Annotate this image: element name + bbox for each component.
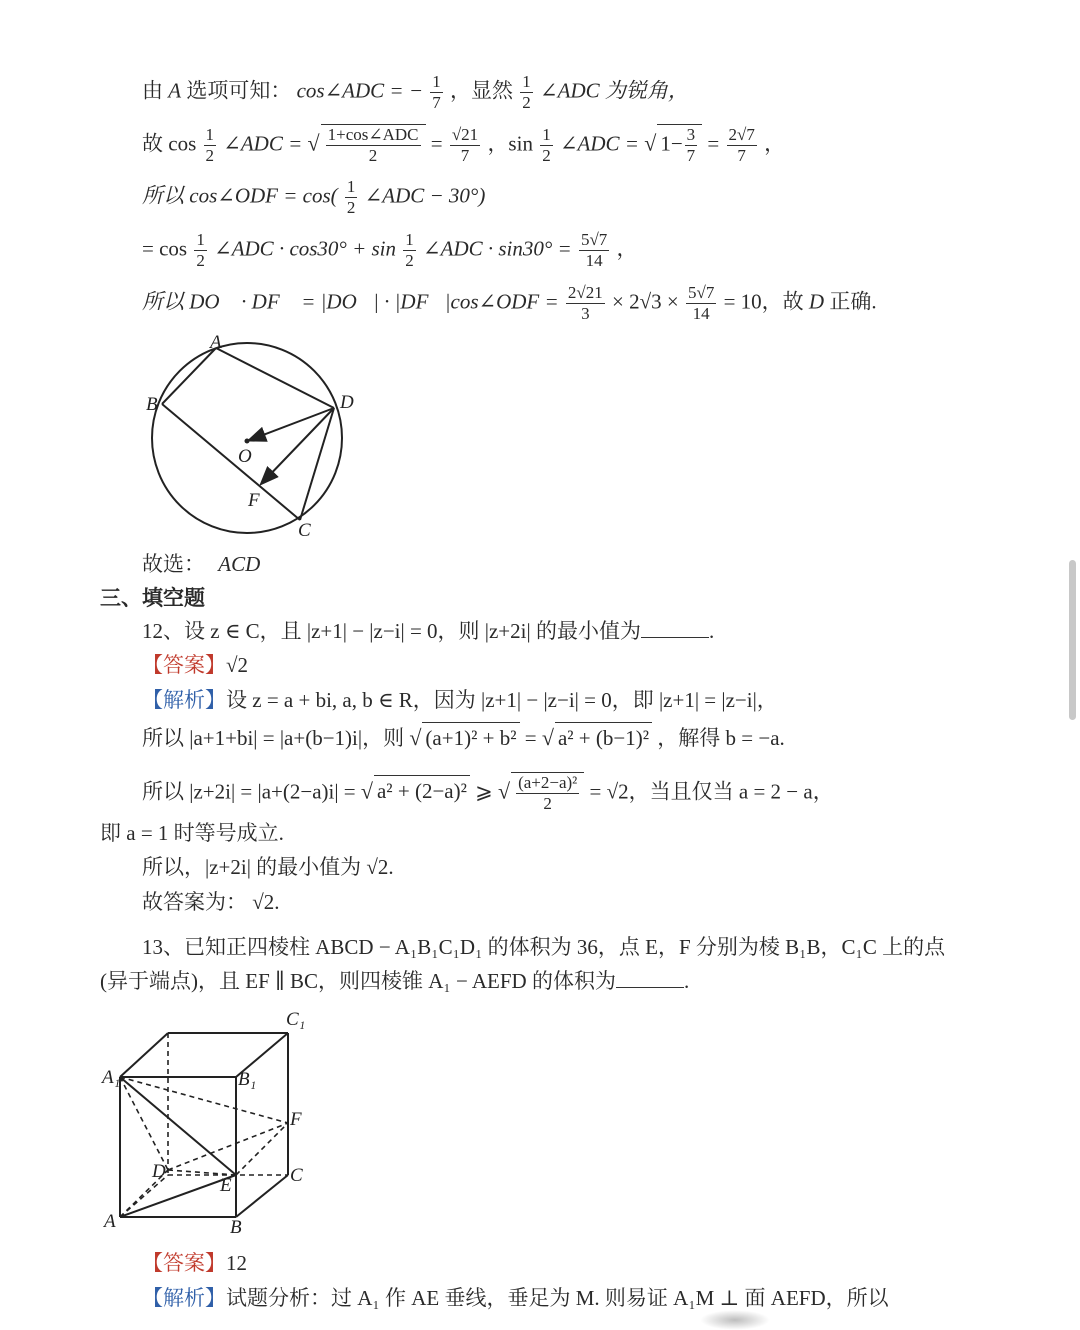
text: = — [707, 131, 720, 156]
text: cos∠ADC = − — [296, 78, 424, 103]
fraction — [685, 125, 698, 166]
denominator: 7 — [460, 146, 470, 165]
text: ∠ADC = — [559, 131, 639, 156]
q12-analysis-2 — [142, 722, 785, 753]
text: = — [524, 726, 537, 750]
fraction — [540, 125, 553, 166]
text: = — [430, 131, 443, 156]
text: 所以 |z+2i| = |a+(2−a)i| = — [142, 779, 356, 804]
q12-answer — [142, 650, 248, 680]
solution-line-5 — [142, 283, 877, 324]
text: 故选： — [142, 552, 205, 576]
sqrt-body: a² + (b−1)² — [555, 722, 652, 753]
prism-diagram — [100, 1005, 320, 1235]
circle — [152, 343, 342, 533]
sqrt-sign: √ — [360, 778, 373, 804]
label-D: D — [340, 392, 354, 413]
denominator: 2 — [205, 146, 214, 165]
numerator: √21 — [451, 125, 479, 144]
text: ∠ADC 为锐角， — [540, 78, 689, 103]
fraction — [326, 125, 421, 166]
fraction — [450, 125, 480, 166]
fraction — [430, 72, 443, 113]
denominator: 14 — [585, 251, 603, 270]
solution-line-1 — [142, 72, 689, 113]
denominator: 2 — [196, 251, 205, 270]
q12-analysis-4: 即 a = 1 时等号成立. — [100, 821, 284, 845]
text: ∠ADC = — [223, 131, 303, 156]
sqrt-body: a² + (2−a)² — [374, 775, 470, 806]
scrollbar[interactable] — [1069, 560, 1076, 720]
numerator: (a+2−a)² — [518, 773, 578, 792]
section-title: 三、填空题 — [100, 585, 205, 610]
fraction — [403, 230, 416, 271]
label-C: C — [298, 520, 311, 541]
edge — [120, 1033, 168, 1077]
label-D: D — [152, 1161, 166, 1182]
denominator: 2 — [522, 93, 531, 112]
numerator: 5√7 — [580, 230, 608, 249]
numerator: 3 — [686, 125, 696, 144]
label-A1: A₁ — [102, 1067, 121, 1088]
edge-DF — [168, 1123, 288, 1170]
text: 正确. — [829, 289, 877, 314]
text: 由 — [142, 78, 163, 103]
numerator: 1 — [405, 230, 414, 249]
denominator: 2 — [368, 146, 378, 165]
edge-A1E — [120, 1077, 236, 1175]
numerator: 1 — [205, 125, 214, 144]
q12-analysis-3 — [142, 772, 834, 814]
answer-blank — [641, 617, 709, 638]
numerator: 1+cos∠ADC — [327, 125, 419, 144]
q12-stem — [142, 616, 714, 646]
q13-answer — [142, 1248, 247, 1278]
text: ∠ADC · cos30° + sin — [214, 236, 397, 261]
label-O: O — [238, 446, 252, 467]
numerator: 1 — [542, 125, 551, 144]
denominator: 2 — [542, 146, 551, 165]
label-C: C — [290, 1165, 303, 1186]
circle-diagram — [130, 330, 370, 550]
text: 故 cos — [142, 131, 197, 156]
text: √2 — [226, 653, 249, 677]
fraction — [579, 230, 609, 271]
vector-DO — [250, 408, 334, 440]
q13-stem-2 — [100, 966, 689, 996]
text: (异于端点)，且 EF ∥ BC，则四棱锥 A₁ − AEFD 的体积为 — [100, 969, 616, 993]
label-B: B — [146, 394, 158, 415]
fraction — [727, 125, 757, 166]
label-A: A — [210, 332, 222, 353]
sqrt-body — [511, 772, 584, 814]
numerator: 2√21 — [567, 283, 603, 302]
point-O — [245, 439, 250, 444]
denominator: 3 — [581, 304, 590, 323]
analysis-tag: 【解析】 — [142, 1286, 226, 1310]
fraction — [516, 773, 579, 814]
denominator: 7 — [432, 93, 441, 112]
text: ，解得 b = −a. — [657, 726, 785, 750]
label-F: F — [248, 490, 260, 511]
label-B: B — [230, 1217, 242, 1235]
text: ∠ADC · sin30° = — [423, 236, 572, 261]
solution-line-3 — [142, 177, 485, 218]
q13-analysis-1 — [142, 1283, 889, 1313]
sqrt-body: (a+1)² + b² — [422, 722, 519, 753]
sqrt-sign: √ — [541, 725, 554, 750]
text: . — [708, 619, 715, 643]
text: = √2，当且仅当 a = 2 − a， — [589, 779, 834, 804]
text: ， — [616, 236, 638, 261]
numerator: 1 — [196, 230, 205, 249]
edge — [236, 1175, 288, 1217]
sqrt-sign: √ — [307, 130, 320, 156]
text: A — [168, 78, 182, 103]
fraction — [520, 72, 533, 113]
text: 所以 |a+1+bi| = |a+(b−1)i|，则 — [142, 726, 405, 750]
text: 试题分析：过 A₁ 作 AE 垂线，垂足为 M. 则易证 A₁M ⊥ 面 AEFD，所以 — [226, 1286, 889, 1310]
denominator: 14 — [692, 304, 710, 323]
solution-line-2 — [142, 124, 785, 166]
label-A: A — [104, 1211, 116, 1232]
text: 设 z = a + bi, a, b ∈ R，因为 |z+1| − |z−i| = 0，即 |z+1| = |z−i|， — [226, 688, 778, 712]
q12-analysis-5: 所以，|z+2i| 的最小值为 √2. — [142, 855, 394, 879]
text: 选项可知： — [186, 78, 292, 103]
text: 所以 cos∠ODF = cos( — [142, 183, 338, 208]
segment-BC — [162, 404, 300, 520]
label-F: F — [290, 1109, 302, 1130]
numerator: 1 — [522, 72, 531, 91]
numerator: 1 — [432, 72, 441, 91]
text: ⩾ — [475, 779, 493, 804]
denominator: 7 — [737, 146, 746, 165]
text: ，sin — [487, 131, 533, 156]
denominator: 7 — [686, 146, 696, 165]
text: D — [808, 289, 825, 314]
sqrt-sign: √ — [409, 725, 422, 750]
edge-A1F — [120, 1077, 288, 1123]
sqrt-sign: √ — [498, 778, 511, 804]
label-C1: C₁ — [286, 1009, 306, 1030]
sqrt-sign: √ — [644, 130, 657, 156]
answer-blank — [616, 967, 684, 988]
text: 12、设 z ∈ C，且 |z+1| − |z−i| = 0，则 |z+2i| 的最小值为 — [142, 619, 641, 643]
fraction — [686, 283, 716, 324]
fraction — [566, 283, 605, 324]
edge-AE — [120, 1175, 236, 1217]
q13-stem-1: 13、已知正四棱柱 ABCD − A₁B₁C₁D₁ 的体积为 36，点 E，F 分别为棱 B₁B，C₁C 上的点 — [142, 935, 946, 959]
numerator: 2√7 — [728, 125, 755, 144]
denominator: 2 — [405, 251, 414, 270]
text: ACD — [218, 552, 261, 576]
denominator: 2 — [543, 794, 552, 813]
text: . — [683, 969, 690, 993]
decorative-shadow — [700, 1310, 770, 1330]
label-B1: B₁ — [238, 1069, 257, 1090]
segment-AB — [162, 348, 216, 404]
text: ，显然 — [450, 78, 514, 103]
text: ∠ADC − 30°) — [364, 183, 486, 208]
numerator: 5√7 — [687, 283, 715, 302]
text: 所以 DO⃗ · DF⃗ = |DO⃗| · |DF⃗|cos∠ODF = — [142, 289, 559, 314]
text: = cos — [142, 236, 188, 261]
edge-EF — [236, 1123, 288, 1175]
choice-line — [142, 549, 260, 579]
answer-tag: 【答案】 — [142, 1251, 226, 1275]
text: = 10，故 — [723, 289, 804, 314]
q12-analysis-1 — [142, 685, 778, 715]
q12-analysis-6: 故答案为： √2. — [142, 890, 280, 914]
text: 1− — [660, 131, 683, 156]
fraction — [345, 177, 358, 218]
sqrt-body — [321, 124, 426, 166]
solution-line-4 — [142, 230, 638, 271]
fraction — [194, 230, 207, 271]
edge-A1D — [120, 1077, 168, 1170]
text: × 2√3 × — [612, 289, 679, 314]
label-E: E — [220, 1175, 232, 1196]
text: 12 — [226, 1251, 247, 1275]
denominator: 2 — [346, 198, 356, 217]
answer-tag: 【答案】 — [142, 653, 226, 677]
sqrt-body — [657, 124, 702, 166]
fraction — [204, 125, 217, 166]
text: ， — [764, 131, 786, 156]
analysis-tag: 【解析】 — [142, 688, 226, 712]
numerator: 1 — [346, 177, 356, 196]
segment-AD — [216, 348, 334, 408]
